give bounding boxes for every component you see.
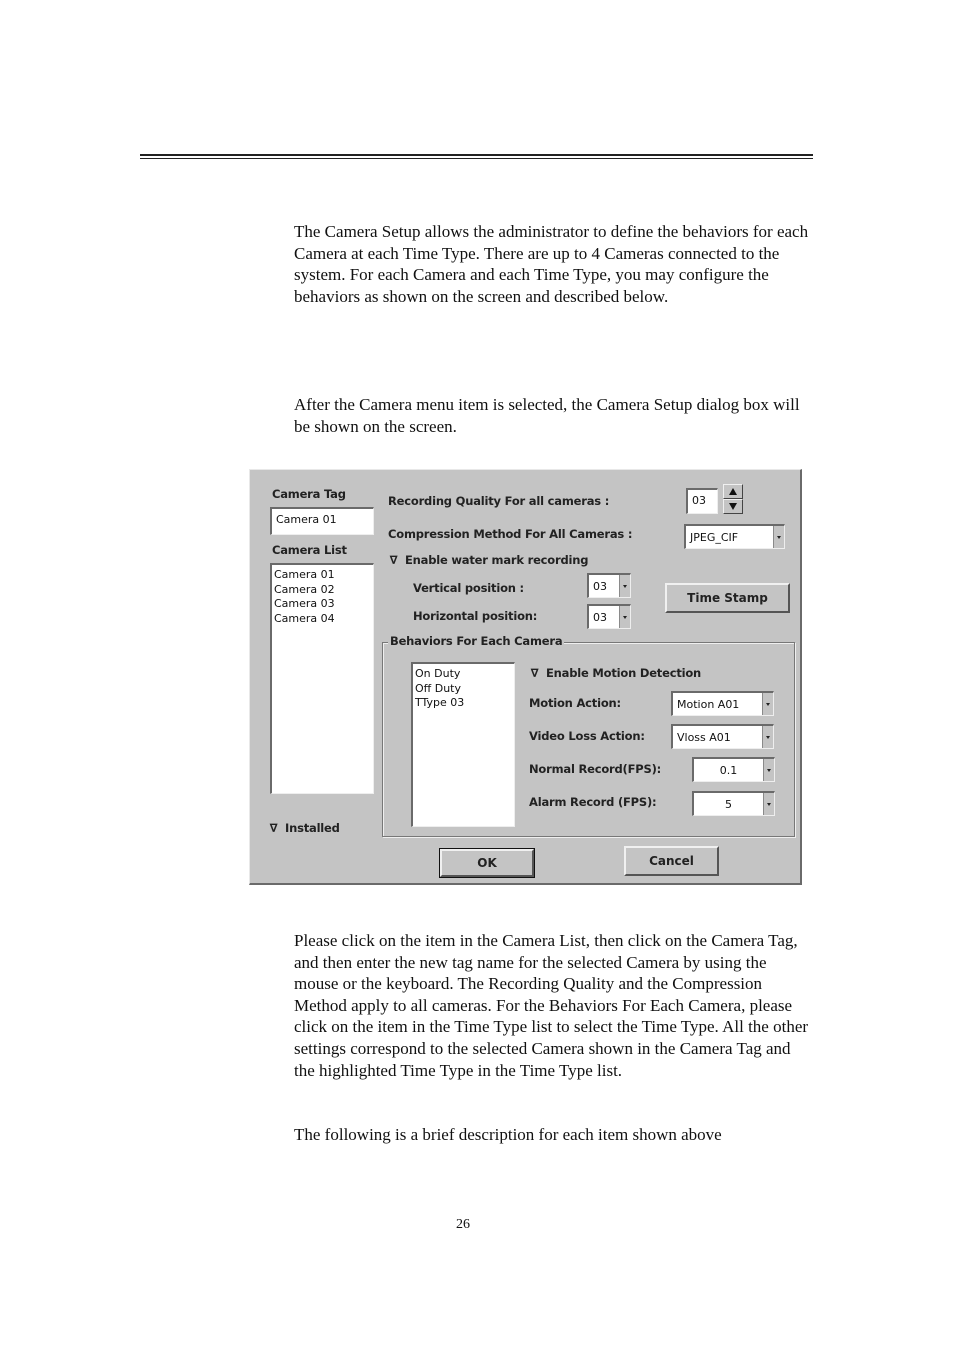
camera-tag-label: Camera Tag bbox=[272, 487, 346, 501]
checkbox-checked-icon: ∇ bbox=[389, 553, 398, 567]
list-item[interactable]: Camera 03 bbox=[274, 597, 335, 610]
motion-action-value: Motion A01 bbox=[677, 697, 740, 711]
motion-action-select[interactable] bbox=[671, 691, 774, 716]
camera-setup-dialog bbox=[249, 469, 802, 885]
alarm-record-label: Alarm Record (FPS): bbox=[529, 795, 657, 809]
page-number: 26 bbox=[456, 1217, 470, 1232]
behaviors-group-title: Behaviors For Each Camera bbox=[390, 634, 563, 648]
chevron-down-icon[interactable] bbox=[619, 575, 630, 597]
motion-detection-checkbox[interactable] bbox=[529, 666, 701, 680]
chevron-down-icon[interactable] bbox=[763, 793, 774, 815]
checkbox-checked-icon: ∇ bbox=[530, 666, 539, 680]
motion-detection-label: Enable Motion Detection bbox=[546, 666, 702, 680]
video-loss-action-label: Video Loss Action: bbox=[529, 729, 645, 743]
compression-method-select[interactable] bbox=[684, 524, 785, 549]
cancel-button[interactable]: Cancel bbox=[624, 846, 719, 876]
list-item[interactable]: Camera 04 bbox=[274, 611, 335, 625]
video-loss-action-select[interactable] bbox=[671, 724, 774, 749]
intro-paragraph: The Camera Setup allows the administrator to define the behaviors for each Camera at each Time Type. There are up to 4 Cameras connected to the system. For each Camera and each Time Type, you may configure the behaviors as shown on the screen and described below. bbox=[294, 222, 809, 306]
chevron-down-icon[interactable] bbox=[619, 606, 630, 628]
normal-record-select[interactable] bbox=[692, 757, 775, 782]
menu-paragraph: After the Camera menu item is selected, the Camera Setup dialog box will be shown on the screen. bbox=[294, 395, 800, 436]
header-rule-thick bbox=[140, 154, 813, 156]
vertical-position-label: Vertical position : bbox=[413, 581, 524, 595]
normal-record-value: 0.1 bbox=[719, 763, 738, 777]
list-item[interactable]: TType 03 bbox=[415, 696, 465, 709]
camera-list-label: Camera List bbox=[272, 543, 347, 557]
alarm-record-value: 5 bbox=[725, 797, 732, 811]
motion-action-label: Motion Action: bbox=[529, 696, 621, 710]
chevron-down-icon[interactable] bbox=[763, 759, 774, 781]
list-item[interactable]: Camera 02 bbox=[274, 582, 335, 596]
recording-quality-label: Recording Quality For all cameras : bbox=[388, 494, 610, 508]
spin-up-icon[interactable] bbox=[723, 484, 743, 499]
camera-tag-input[interactable]: Camera 01 bbox=[270, 507, 374, 535]
installed-checkbox[interactable] bbox=[268, 821, 340, 835]
camera-list[interactable] bbox=[270, 563, 374, 794]
spin-down-icon[interactable] bbox=[723, 499, 743, 514]
installed-label: Installed bbox=[285, 821, 340, 835]
horizontal-position-select[interactable] bbox=[587, 604, 631, 629]
horizontal-position-value: 03 bbox=[593, 610, 607, 624]
instructions-paragraph: Please click on the item in the Camera List, then click on the Camera Tag, and then enter the new tag name for the selected Camera by using the mouse or the keyboard. The Recording Quality and the Compression Method apply to all cameras. For the Behaviors For Each Camera, please click on the item in the Time Type list to select the Time Type. All the other settings correspond to the selected Camera shown in the Camera Tag and the highlighted Time Type in the Time Type list. bbox=[294, 931, 809, 1080]
checkbox-checked-icon: ∇ bbox=[269, 821, 278, 835]
alarm-record-select[interactable] bbox=[692, 791, 775, 816]
ok-button[interactable]: OK bbox=[440, 849, 534, 877]
chevron-down-icon[interactable] bbox=[762, 726, 773, 748]
header-rule-thin bbox=[140, 158, 813, 159]
chevron-down-icon[interactable] bbox=[762, 693, 773, 715]
vertical-position-select[interactable] bbox=[587, 573, 631, 598]
chevron-down-icon[interactable] bbox=[773, 526, 784, 548]
time-type-list[interactable] bbox=[411, 662, 515, 827]
time-stamp-button[interactable]: Time Stamp bbox=[665, 583, 790, 613]
watermark-label: Enable water mark recording bbox=[405, 553, 589, 567]
watermark-checkbox[interactable] bbox=[388, 553, 588, 567]
list-item[interactable]: On Duty bbox=[415, 667, 461, 680]
compression-method-value: JPEG_CIF bbox=[690, 530, 739, 544]
recording-quality-input[interactable]: 03 bbox=[686, 488, 718, 514]
list-item[interactable]: Off Duty bbox=[415, 681, 461, 695]
list-item[interactable]: Camera 01 bbox=[274, 568, 335, 581]
horizontal-position-label: Horizontal position: bbox=[413, 609, 538, 623]
following-paragraph: The following is a brief description for each item shown above bbox=[294, 1125, 722, 1144]
compression-method-label: Compression Method For All Cameras : bbox=[388, 527, 633, 541]
recording-quality-spinner[interactable] bbox=[723, 484, 743, 515]
vertical-position-value: 03 bbox=[593, 579, 607, 593]
normal-record-label: Normal Record(FPS): bbox=[529, 762, 662, 776]
video-loss-action-value: Vloss A01 bbox=[677, 730, 731, 744]
